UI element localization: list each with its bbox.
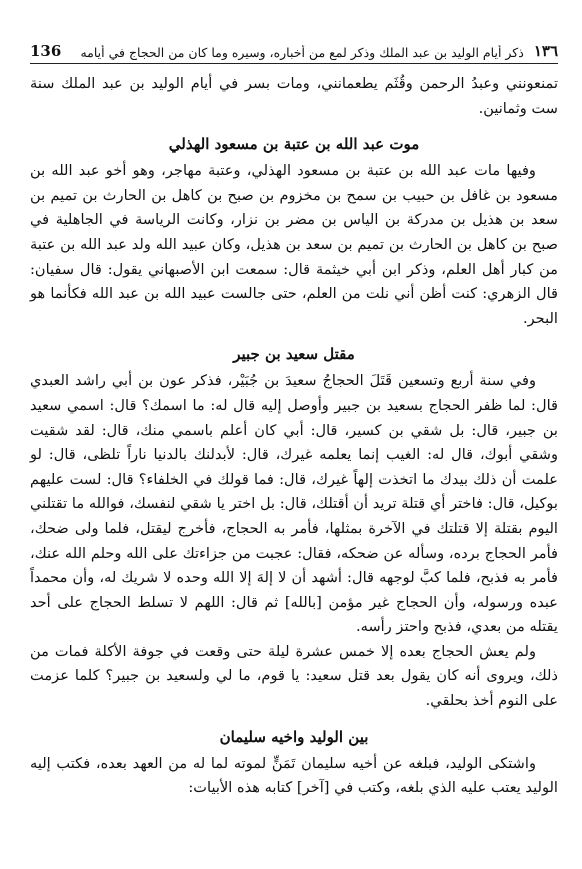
page-number-arabic: ١٣٦ [533, 42, 558, 60]
page-number: 136 [30, 42, 62, 60]
section-heading: مقتل سعيد بن جبير [233, 345, 355, 364]
paragraph: تمنعونني وعبدُ الرحمن وقُثَم يطعمانني، ومات بسر في أيام الوليد بن عبد الملك سنة ست وثمانين. [30, 75, 558, 117]
paragraph: وفي سنة أربع وتسعين قَتَلَ الحجاجُ سعيدَ بن جُبَيْر، فذكر عون بن أبي راشد العبدي قال: لما ظفر الحجاج بسعيد بن جبير وأوصل إليه قال له: ما اسمك؟ قال: اسمي سعيد بن جبير، قال: بل شقي بن كسير، قال: أبي كان أعلم باسمي منك، قال: لقد شقيت وشقي أبوك، قال له: الغيب إنما يعلمه غيرك، قال: لأبدلنك بالدنيا ناراً تلظى، قال: لو علمت أن ذلك بيدك ما اتخذت إلهاً غيرك، قال: فما قولك في الخلفاء؟ قال: لست عليهم بوكيل، قال: فاختر أي قتلة تريد أن أقتلك، قال: بل اختر يا شقي لنفسك، فوالله ما تقتلني اليوم بقتلة إلا قتلتك في الآخرة بمثلها، فأمر به الحجاج، فأخرج ليقتل، فلما ولى ضحك، فأمر الحجاج برده، وسأله عن ضحكه، فقال: عجبت من جزاءتك على الله وحلم الله عنك، فأمر به فذبح، فلما كبَّ لوجهه قال: أشهد أن لا إلهَ إلا الله وحده لا شريك له، وأن محمداً عبده ورسوله، وأن الحجاج غير مؤمن [بالله] ثم قال: اللهم لا تسلط الحجاج على أحد يقتله من بعدي، فذبح واحتز رأسه. [30, 372, 558, 636]
paragraph: وفيها مات عبد الله بن عتبة بن مسعود الهذلي، وعتبة مهاجر، وهو أخو عبد الله بن مسعود بن غافل بن حبيب بن سمح بن مخزوم بن صبح بن كاهل بن الحارث بن تميم بن سعد بن هذيل بن مدركة بن الياس بن مضر بن نزار، وكانت الرياسة في الجاهلية في صبح بن كاهل بن الحارث بن تميم بن سعد بن هذيل، وكان عبيد الله ولد عبد الله بن عتبة من كبار أهل العلم، وذكر ابن أبي خيثمة قال: سمعت ابن الأصبهاني يقول: قال سفيان: قال الزهري: كنت أظن أني نلت من العلم، حتى جالست عبيد الله بن عبد الله فكأنما هو البحر. [30, 162, 558, 327]
running-title: ذكر أيام الوليد بن عبد الملك وذكر لمع من أخباره، وسيره وما كان من الحجاج في أيامه [80, 45, 524, 60]
section-heading: بين الوليد واخيه سليمان [219, 727, 369, 746]
page-body [30, 72, 558, 801]
paragraph: ولم يعش الحجاج بعده إلا خمس عشرة ليلة حتى وقعت في جوفة الأكلة فمات من ذلك، ويروى أنه كان يقول بعد قتل سعيد: يا قوم، ما لي ولسعيد بن جبير؟ كلما عزمت على النوم أخذ بحلقي. [30, 642, 558, 710]
book-page [0, 32, 582, 869]
running-header [30, 32, 558, 64]
paragraph: واشتكى الوليد، فبلغه عن أخيه سليمان تَمَنٍّ لموته لما له من العهد بعده، فكتب إليه الوليد يعتب عليه الذي بلغه، وكتب في [آخر] كتابه هذه الأبيات: [30, 754, 558, 797]
section-heading: موت عبد الله بن عتبة بن مسعود الهذلي [168, 135, 420, 154]
